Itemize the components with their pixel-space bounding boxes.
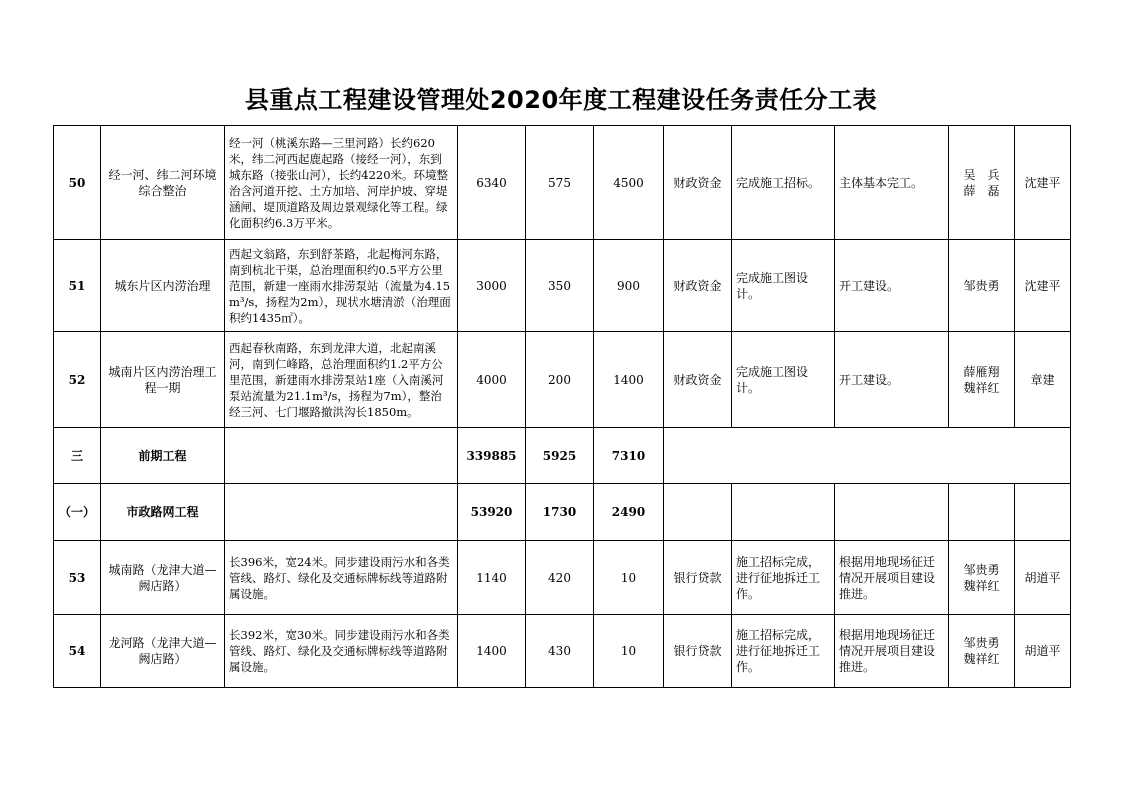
funding-source: 财政资金 [664,332,732,428]
document-title: 县重点工程建设管理处2020年度工程建设任务责任分工表 [244,86,878,114]
task-table [53,125,1071,688]
section-completed-investment: 5925 [526,428,594,484]
progress-goal: 施工招标完成，进行征地拆迁工作。 [732,541,835,615]
empty-cell [664,484,732,541]
total-investment: 6340 [458,126,526,240]
project-description: 长396米，宽24米。同步建设雨污水和各类管线、路灯、绿化及交通标牌标线等道路附属设施。 [225,541,458,615]
funding-source: 财政资金 [664,126,732,240]
completed-investment: 420 [526,541,594,615]
annual-goal: 主体基本完工。 [835,126,949,240]
funding-source: 银行贷款 [664,615,732,688]
planned-investment: 10 [594,615,664,688]
table-row [54,126,1071,240]
table-row [54,240,1071,332]
section-row [54,428,1071,484]
subsection-number: （一） [54,484,101,541]
empty-cell [835,484,949,541]
person-name: 魏祥红 [963,380,1000,395]
person-name: 邹贵勇 [963,278,1000,293]
project-description: 西起春秋南路，东到龙津大道，北起南溪河，南到仁峰路，总治理面积约1.2平方公里范围，新建雨水排涝泵站1座（入南溪河泵站流量为21.1m³/s，扬程为7m），整治经三河、七门堰路撤洪沟长1850m。 [225,332,458,428]
person-name: 邹贵勇 [963,636,1000,650]
project-name: 城东片区内涝治理 [101,240,225,332]
person-name: 吴 兵 [963,167,1000,182]
person-name: 魏祥红 [963,652,1000,666]
subsection-planned-investment: 2490 [594,484,664,541]
progress-goal: 完成施工招标。 [732,126,835,240]
row-number: 54 [54,615,101,688]
project-description: 长392米，宽30米。同步建设雨污水和各类管线、路灯、绿化及交通标牌标线等道路附属设施。 [225,615,458,688]
progress-goal: 施工招标完成，进行征地拆迁工作。 [732,615,835,688]
completed-investment: 200 [526,332,594,428]
empty-cell [1015,484,1071,541]
project-name: 龙河路（龙津大道—阙店路） [101,615,225,688]
annual-goal: 开工建设。 [835,332,949,428]
annual-goal: 根据用地现场征迁情况开展项目建设推进。 [835,615,949,688]
total-investment: 3000 [458,240,526,332]
person-name: 薛 磊 [963,183,1000,198]
responsible-persons [949,541,1015,615]
funding-source: 财政资金 [664,240,732,332]
person-name: 魏祥红 [963,578,1000,593]
planned-investment: 1400 [594,332,664,428]
annual-goal: 根据用地现场征迁情况开展项目建设推进。 [835,541,949,615]
empty-cell [225,484,458,541]
empty-cell [732,484,835,541]
section-name: 前期工程 [101,428,225,484]
row-number: 50 [54,126,101,240]
responsible-persons [949,240,1015,332]
project-name: 城南片区内涝治理工程一期 [101,332,225,428]
row-number: 52 [54,332,101,428]
planned-investment: 4500 [594,126,664,240]
progress-goal: 完成施工图设计。 [732,240,835,332]
subsection-row [54,484,1071,541]
leader: 沈建平 [1015,126,1071,240]
person-name: 邹贵勇 [963,562,1000,577]
planned-investment: 900 [594,240,664,332]
annual-goal: 开工建设。 [835,240,949,332]
completed-investment: 350 [526,240,594,332]
progress-goal: 完成施工图设计。 [732,332,835,428]
person-name: 薛雁翔 [963,364,1000,379]
leader: 胡道平 [1015,541,1071,615]
empty-cell [225,428,458,484]
empty-cell [664,428,1071,484]
funding-source: 银行贷款 [664,541,732,615]
section-number: 三 [54,428,101,484]
planned-investment: 10 [594,541,664,615]
completed-investment: 430 [526,615,594,688]
total-investment: 4000 [458,332,526,428]
project-description: 经一河（桃溪东路—三里河路）长约620米，纬二河西起鹿起路（接经一河），东到城东路（接张山河），长约4220米。环境整治含河道开挖、土方加培、河岸护坡、穿堤涵闸、堤顶道路及周边景观绿化等工程。绿化面积约6.3万平米。 [225,126,458,240]
row-number: 53 [54,541,101,615]
completed-investment: 575 [526,126,594,240]
subsection-name: 市政路网工程 [101,484,225,541]
project-name: 经一河、纬二河环境综合整治 [101,126,225,240]
subsection-completed-investment: 1730 [526,484,594,541]
subsection-total-investment: 53920 [458,484,526,541]
empty-cell [949,484,1015,541]
table-row [54,332,1071,428]
project-description: 西起文翁路，东到舒茶路，北起梅河东路，南到杭北干渠，总治理面积约0.5平方公里范围，新建一座雨水排涝泵站（流量为4.15m³/s，扬程为2m），现状水塘清淤（治理面积约1435㎡）。 [225,240,458,332]
responsible-persons [949,615,1015,688]
total-investment: 1400 [458,615,526,688]
responsible-persons [949,126,1015,240]
project-name: 城南路（龙津大道—阙店路） [101,541,225,615]
table-row [54,615,1071,688]
total-investment: 1140 [458,541,526,615]
section-total-investment: 339885 [458,428,526,484]
leader: 沈建平 [1015,240,1071,332]
row-number: 51 [54,240,101,332]
leader: 胡道平 [1015,615,1071,688]
section-planned-investment: 7310 [594,428,664,484]
responsible-persons [949,332,1015,428]
leader: 章建 [1015,332,1071,428]
table-row [54,541,1071,615]
